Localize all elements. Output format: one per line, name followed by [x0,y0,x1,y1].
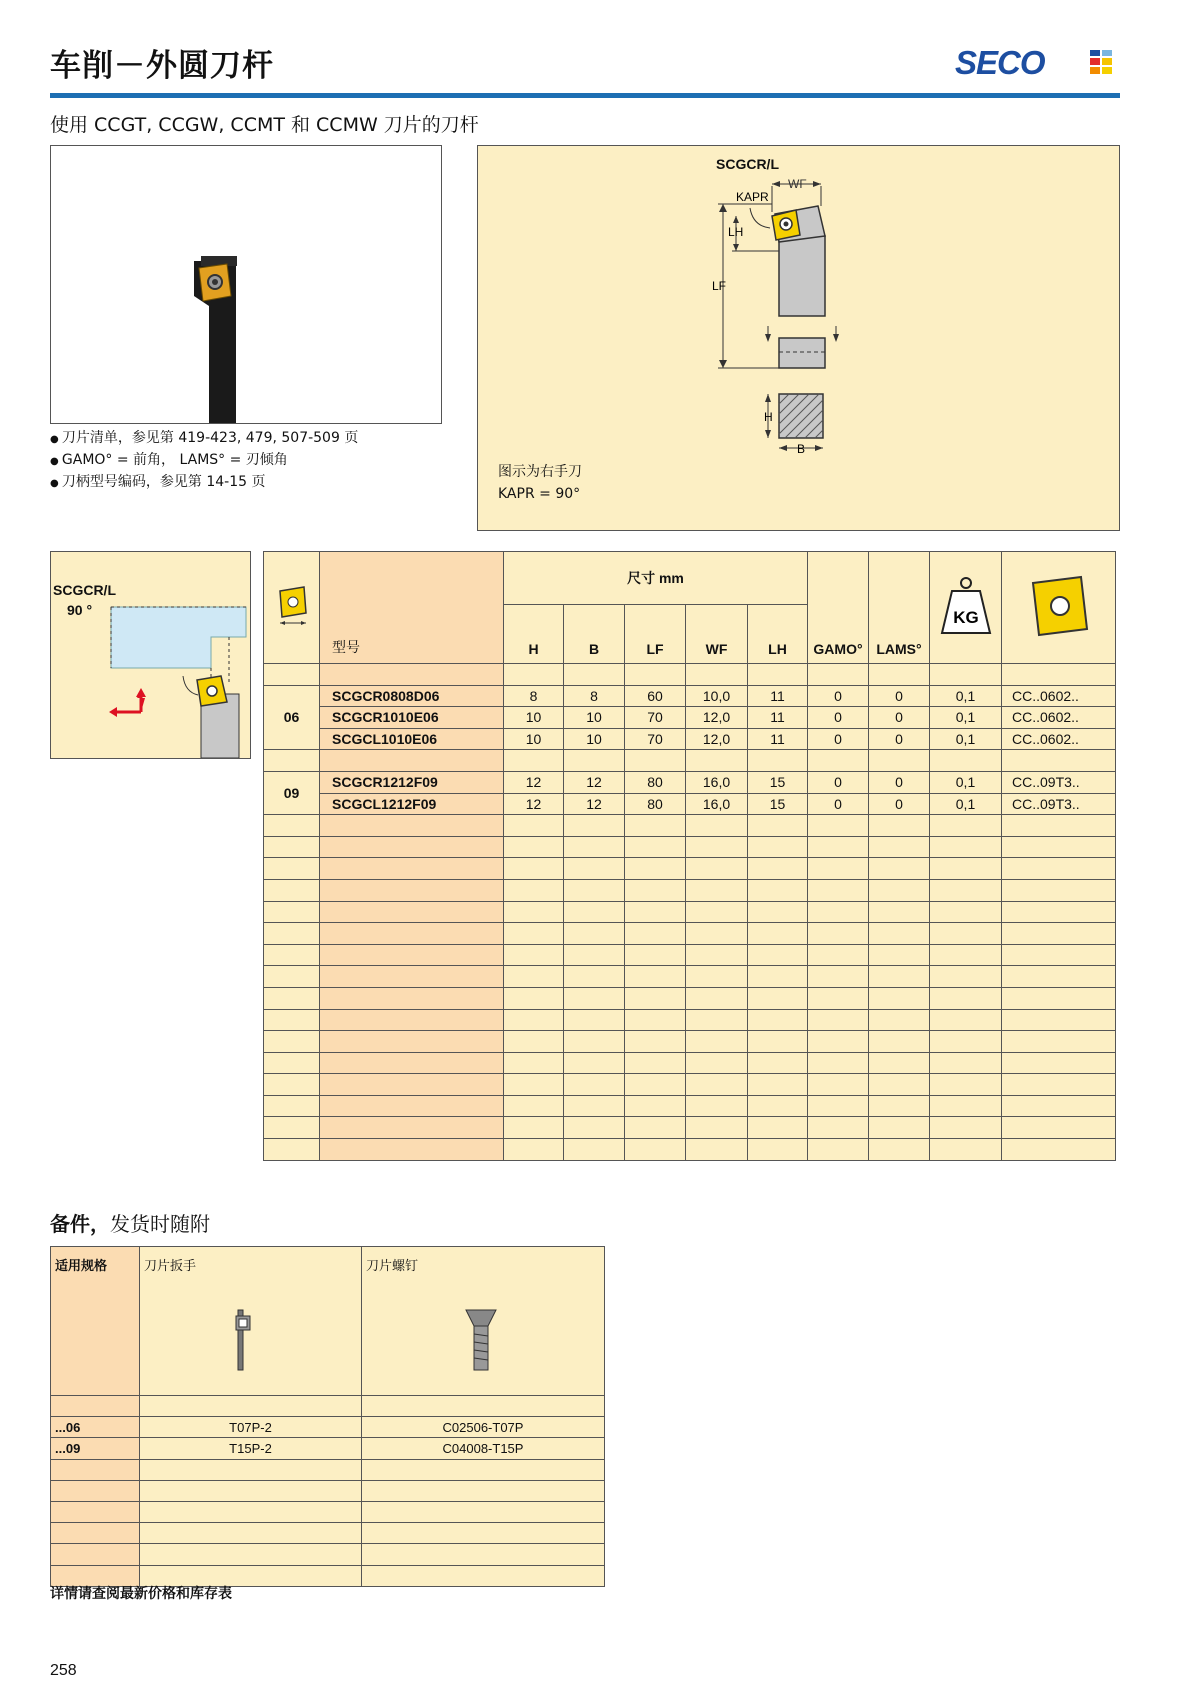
acc-empty-row [51,1396,605,1417]
insert-size-header [264,552,320,664]
acc-screw-header-label: 刀片螺钉 [366,1258,419,1273]
cell-h: 10 [504,707,564,729]
dim-lh-label: LH [728,225,744,239]
cell-lf: 80 [625,771,686,793]
acc-screw-header [362,1247,605,1396]
cell-kg: 0,1 [930,793,1002,815]
type-header: 型号 [320,552,504,664]
cell-lams: 0 [869,793,930,815]
cell-lf: 70 [625,707,686,729]
insert-size-icon [272,581,312,631]
table-empty-row [264,1052,1116,1074]
cell-lams: 0 [869,685,930,707]
table-empty-row [264,858,1116,880]
bullet-angle-def: ● GAMO° = 前角， LAMS° = 刃倾角 [50,450,358,472]
cell-insert: CC..0602.. [1002,685,1116,707]
workpiece-approach-drawing [51,552,250,758]
cell-lh: 15 [748,793,808,815]
type-code-cell: SCGCR0808D06 [320,685,504,707]
cell-insert: CC..0602.. [1002,707,1116,729]
cell-b: 12 [564,771,625,793]
seco-logo-mark-icon [1090,50,1112,74]
toolholder-table [263,551,1116,1161]
table-empty-row [264,944,1116,966]
table-row [264,771,1116,793]
table-empty-row [264,966,1116,988]
key-wrench-icon [144,1274,344,1384]
acc-wrench-cell: T15P-2 [140,1438,362,1459]
table-row [264,728,1116,750]
cell-kg: 0,1 [930,685,1002,707]
cell-insert: CC..09T3.. [1002,793,1116,815]
acc-wrench-header [140,1247,362,1396]
table-empty-row [264,1009,1116,1031]
cell-h: 12 [504,771,564,793]
cell-kg: 0,1 [930,728,1002,750]
lams-header: LAMS° [869,552,930,664]
cell-lh: 11 [748,685,808,707]
table-empty-row [264,1095,1116,1117]
gamo-header: GAMO° [808,552,869,664]
cell-kg: 0,1 [930,771,1002,793]
insert-size-cell: 09 [264,771,320,814]
cell-lams: 0 [869,771,930,793]
cell-kg: 0,1 [930,707,1002,729]
acc-empty-row [51,1523,605,1544]
acc-row [51,1438,605,1459]
lf-header: LF [625,605,686,664]
insert-shape-icon [1021,573,1097,639]
insert-size-cell: 06 [264,685,320,750]
cell-wf: 16,0 [686,793,748,815]
table-empty-row [264,923,1116,945]
acc-screw-cell: C04008-T15P [362,1438,605,1459]
cell-gamo: 0 [808,707,869,729]
type-code-cell: SCGCL1212F09 [320,793,504,815]
dimension-diagram [477,145,1120,531]
page-number: 258 [50,1662,77,1679]
tool-photo [50,145,442,424]
dim-wf-label: WF [788,177,807,191]
cell-h: 8 [504,685,564,707]
table-empty-row [264,879,1116,901]
table-row [264,793,1116,815]
note-bullets [50,428,358,494]
acc-empty-row [51,1480,605,1501]
cell-b: 10 [564,728,625,750]
accessories-title-rest: 发货时随附 [110,1212,210,1236]
approach-diagram [50,551,251,759]
cell-insert: CC..0602.. [1002,728,1116,750]
approach-angle: 90 ° [67,602,93,618]
cell-gamo: 0 [808,728,869,750]
cell-gamo: 0 [808,771,869,793]
cell-wf: 10,0 [686,685,748,707]
cell-h: 10 [504,728,564,750]
table-row [264,685,1116,707]
table-empty-row [264,1031,1116,1053]
acc-empty-row [51,1501,605,1522]
cell-lh: 15 [748,771,808,793]
dims-group-header: 尺寸 mm [504,552,808,605]
type-code-cell: SCGCR1010E06 [320,707,504,729]
acc-screw-cell: C02506-T07P [362,1417,605,1438]
insert-screw-icon [366,1274,596,1384]
cell-h: 12 [504,793,564,815]
dim-lf-label: LF [712,279,727,293]
cell-wf: 16,0 [686,771,748,793]
page-subtitle: 使用 CCGT, CCGW, CCMT 和 CCMW 刀片的刀杆 [50,114,479,136]
toolholder-photo-icon [51,146,441,423]
cell-lf: 70 [625,728,686,750]
acc-empty-row [51,1544,605,1565]
diagram-label: SCGCR/L [716,156,779,172]
weight-kg-icon [938,573,994,639]
cell-b: 8 [564,685,625,707]
diagram-caption-kapr: KAPR = 90° [498,486,581,502]
lh-header: LH [748,605,808,664]
cell-lh: 11 [748,707,808,729]
b-header: B [564,605,625,664]
cell-gamo: 0 [808,685,869,707]
acc-wrench-cell: T07P-2 [140,1417,362,1438]
acc-wrench-header-label: 刀片扳手 [144,1258,197,1273]
page-title: 车削－外圆刀杆 [50,48,274,84]
type-code-cell: SCGCL1010E06 [320,728,504,750]
accessories-title-bold: 备件， [50,1212,110,1236]
cell-b: 10 [564,707,625,729]
table-empty-row [264,1074,1116,1096]
cell-lh: 11 [748,728,808,750]
acc-empty-row [51,1459,605,1480]
wf-header: WF [686,605,748,664]
table-empty-row [264,836,1116,858]
footer-note: 详情请查阅最新价格和库存表 [50,1586,232,1602]
weight-kg-label: KG [952,608,979,627]
table-empty-row [264,987,1116,1009]
diagram-caption-hand: 图示为右手刀 [498,464,582,480]
dim-h-label: H [764,410,773,424]
cell-lams: 0 [869,728,930,750]
cell-lf: 80 [625,793,686,815]
table-empty-row [264,1117,1116,1139]
cell-gamo: 0 [808,793,869,815]
dim-b-label: B [797,442,806,456]
table-empty-row [264,901,1116,923]
type-code-cell: SCGCR1212F09 [320,771,504,793]
acc-size-cell: ...09 [51,1438,140,1459]
header-rule [50,93,1120,98]
table-empty-row [264,750,1116,772]
table-empty-row [264,1139,1116,1161]
approach-label: SCGCR/L [53,582,116,598]
acc-size-cell: ...06 [51,1417,140,1438]
weight-header [930,552,1002,664]
cell-lams: 0 [869,707,930,729]
h-header: H [504,605,564,664]
bullet-code-key: ● 刀柄型号编码，参见第 14-15 页 [50,472,358,494]
acc-size-header: 适用规格 [51,1247,140,1396]
accessories-table [50,1246,605,1587]
accessories-title [50,1208,210,1237]
cell-insert: CC..09T3.. [1002,771,1116,793]
dim-kapr-label: KAPR [736,190,769,204]
acc-row [51,1417,605,1438]
insert-header [1002,552,1116,664]
bullet-insert-list: ● 刀片清单，参见第 419-423, 479, 507-509 页 [50,428,358,450]
table-row [264,707,1116,729]
cell-wf: 12,0 [686,707,748,729]
table-empty-row [264,664,1116,686]
seco-logo: SECO [955,44,1045,81]
cell-b: 12 [564,793,625,815]
cell-lf: 60 [625,685,686,707]
cell-wf: 12,0 [686,728,748,750]
table-empty-row [264,815,1116,837]
